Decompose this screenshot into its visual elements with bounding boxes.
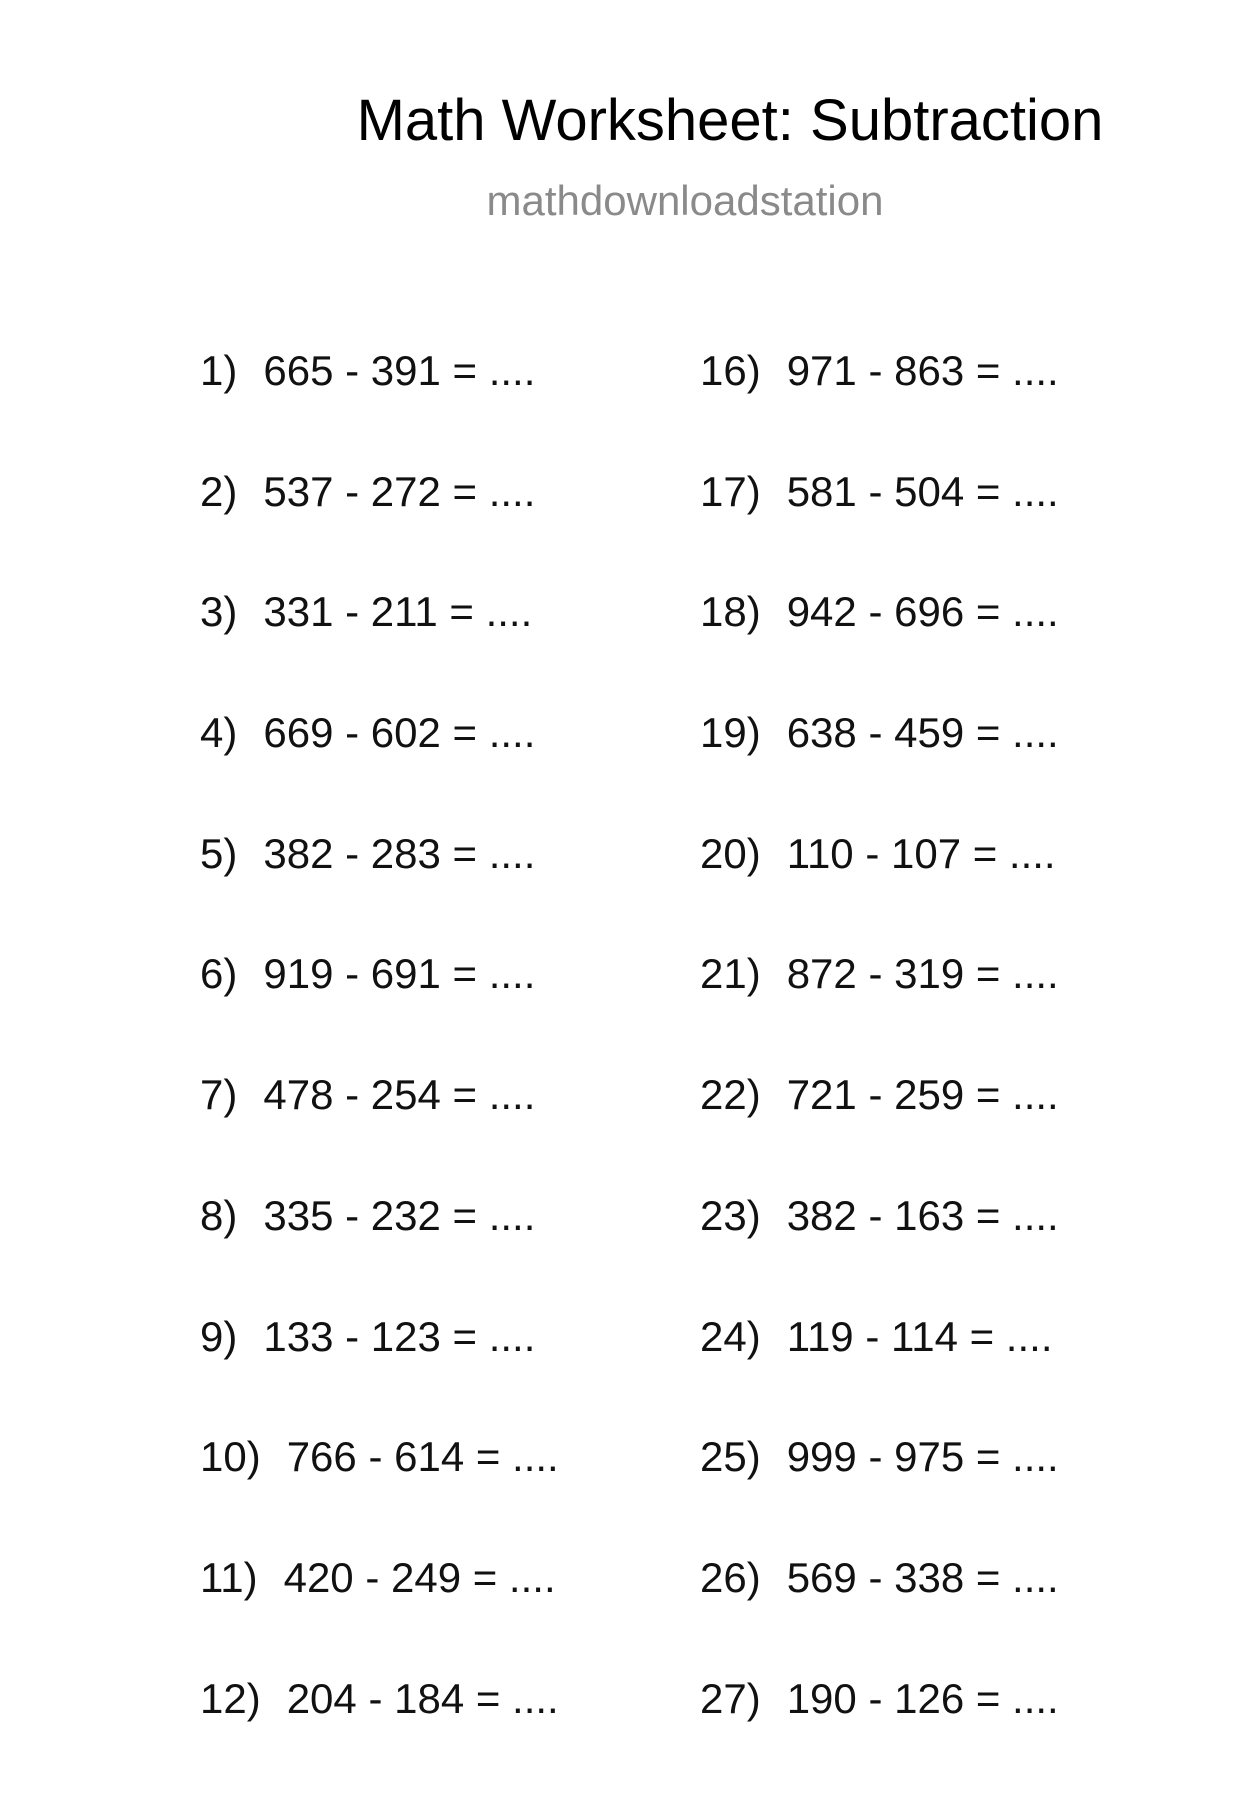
problem-number: 26) [700,1553,761,1601]
problem-item [200,1433,559,1557]
problem-item [700,1433,1059,1557]
problem-number: 24) [700,1312,761,1360]
problem-item [700,1312,1059,1437]
problem-item [200,1071,559,1195]
problem-number: 23) [700,1191,761,1239]
problem-expression: 537 - 272 = .... [263,467,536,515]
problem-expression: 382 - 163 = .... [786,1191,1059,1239]
problems-column-left [200,347,559,1798]
problem-expression: 999 - 975 = .... [786,1433,1059,1481]
problem-number: 1) [200,347,238,394]
problem-expression: 942 - 696 = .... [786,588,1059,636]
problem-expression: 669 - 602 = .... [263,709,536,757]
problem-expression: 382 - 283 = .... [263,829,536,877]
problem-item [700,950,1059,1074]
problem-number: 2) [200,467,238,515]
problem-item [700,1071,1059,1195]
problem-number: 5) [200,829,238,877]
worksheet-title: Math Worksheet: Subtraction [356,88,1104,153]
problem-expression: 665 - 391 = .... [263,347,536,394]
problems-column-right [700,347,1059,1798]
problem-expression: 110 - 107 = .... [786,829,1056,877]
problem-expression: 872 - 319 = .... [786,950,1059,998]
problem-number: 19) [700,709,761,757]
problem-expression: 638 - 459 = .... [786,709,1059,757]
problem-expression: 971 - 863 = .... [786,347,1059,394]
problem-item [200,1191,559,1316]
problem-item [200,1553,559,1678]
problem-expression: 721 - 259 = .... [786,1071,1059,1119]
problem-number: 20) [700,829,761,877]
problem-number: 11) [200,1553,258,1601]
problem-expression: 581 - 504 = .... [786,467,1059,515]
problem-number: 16) [700,347,761,394]
problem-number: 8) [200,1191,238,1239]
problem-number: 22) [700,1071,761,1119]
problem-item [200,829,559,954]
problem-number: 10) [200,1433,261,1481]
problem-expression: 335 - 232 = .... [263,1191,536,1239]
problem-expression: 190 - 126 = .... [786,1674,1059,1722]
problem-expression: 119 - 114 = .... [786,1312,1053,1360]
problem-number: 27) [700,1674,761,1722]
problem-expression: 766 - 614 = .... [286,1433,559,1481]
problem-number: 21) [700,950,761,998]
problem-item [200,467,559,592]
problem-item [200,709,559,833]
problem-number: 3) [200,588,238,636]
problem-number: 9) [200,1312,238,1360]
problem-item [700,588,1059,712]
problem-expression: 569 - 338 = .... [786,1553,1059,1601]
problem-number: 17) [700,467,761,515]
problem-item [700,709,1059,833]
problem-number: 7) [200,1071,238,1119]
problem-item [200,1674,559,1798]
problem-item [700,1674,1059,1798]
problem-expression: 478 - 254 = .... [263,1071,536,1119]
problem-number: 6) [200,950,238,998]
problem-expression: 331 - 211 = .... [263,588,533,636]
problem-item [200,588,559,712]
problem-item [700,1191,1059,1316]
problem-item [700,467,1059,592]
problem-number: 25) [700,1433,761,1481]
problem-expression: 204 - 184 = .... [286,1674,559,1722]
problem-item [200,950,559,1074]
problem-expression: 133 - 123 = .... [263,1312,536,1360]
problem-item [700,347,1059,471]
problem-item [700,829,1059,954]
problem-expression: 919 - 691 = .... [263,950,536,998]
problem-number: 18) [700,588,761,636]
problem-number: 4) [200,709,238,757]
problem-item [200,347,559,471]
problem-expression: 420 - 249 = .... [283,1553,556,1601]
problem-item [700,1553,1059,1678]
worksheet-subtitle: mathdownloadstation [486,177,884,224]
problem-item [200,1312,559,1437]
problem-number: 12) [200,1674,261,1722]
